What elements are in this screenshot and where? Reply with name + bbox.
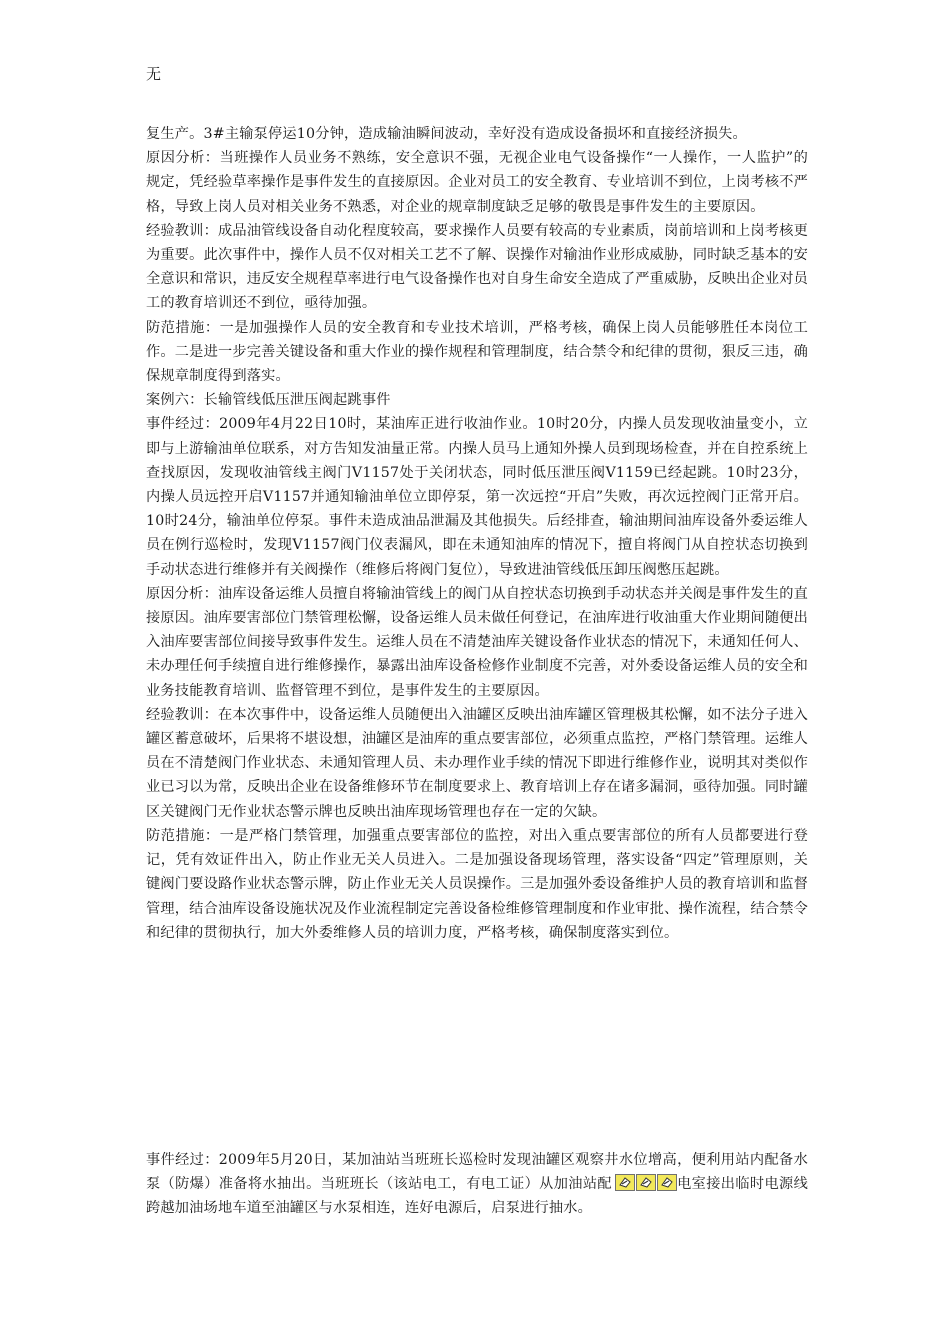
paragraph-event-7	[146, 1148, 808, 1221]
broken-image-group	[614, 1174, 677, 1191]
paragraph-cause-analysis-5: 原因分析：当班操作人员业务不熟练，安全意识不强，无视企业电气设备操作“一人操作，一人监护”的规定，凭经验草率操作是事件发生的直接原因。企业对员工的安全教育、专业培训不到位，上岗考核不严格，导致上岗人员对相关业务不熟悉，对企业的规章制度缺乏足够的敬畏是事件发生的主要原因。	[146, 150, 808, 215]
broken-image-icon	[657, 1174, 677, 1191]
paragraph-lessons-6: 经验教训：在本次事件中，设备运维人员随便出入油罐区反映出油库罐区管理极其松懈，如不法分子进入罐区蓄意破坏，后果将不堪设想，油罐区是油库的重点要害部位，必须重点监控，严格门禁管理。运维人员在不清楚阀门作业状态、未通知管理人员、未办理作业手续的情况下即进行维修作业，说明其对类似作业已习以为常，反映出企业在设备维修环节在制度要求上、教育培训上存在诸多漏洞，亟待加强。同时罐区关键阀门无作业状态警示牌也反映出油库现场管理也存在一定的欠缺。	[146, 706, 808, 820]
event-7-text-end: 电室接出临时电源线跨越加油场地车道至油罐区与水泵相连，连好电源后，启泵进行抽水。	[146, 1176, 808, 1217]
paragraph-event-6: 事件经过：2009年4月22日10时，某油库正进行收油作业。10时20分，内操人员发现收油量变小，立即与上游输油单位联系，对方告知发油量正常。内操人员马上通知外操人员到现场检查，并在自控系统上查找原因，发现收油管线主阀门V1157处于关闭状态，同时低压泄压阀V1159已经起跳。10时23分，内操人员远控开启V1157并通知输油单位立即停泵，第一次远控“开启”失败，再次远控阀门正常开启。10时24分，输油单位停泵。事件未造成油品泄漏及其他损失。后经排查，输油期间油库设备外委运维人员在例行巡检时，发现V1157阀门仪表漏风，即在未通知油库的情况下，擅自将阀门从自控状态切换到手动状态进行维修并有关阀操作（维修后将阀门复位），导致进油管线低压卸压阀憋压起跳。	[146, 416, 808, 578]
document-body	[146, 122, 808, 945]
paragraph-continuation: 复生产。3#主输泵停运10分钟，造成输油瞬间波动，幸好没有造成设备损坏和直接经济损失。	[146, 126, 747, 142]
event-7-text-start: 事件经过：2009年5月20日，某加油站当班班长巡检时发现油罐区观察井水位增高，便利用站内配备水泵（防爆）准备将水抽出。当班班长（该站电工，有电工证）从加油站配	[146, 1152, 808, 1193]
case-6-title: 案例六：长输管线低压泄压阀起跳事件	[146, 392, 391, 409]
paragraph-cause-analysis-6: 原因分析：油库设备运维人员擅自将输油管线上的阀门从自控状态切换到手动状态并关阀是事件发生的直接原因。油库要害部位门禁管理松懈，设备运维人员未做任何登记，在油库进行收油重大作业期间随便出入油库要害部位间接导致事件发生。运维人员在不清楚油库关键设备作业状态的情况下，未通知任何人、未办理任何手续擅自进行维修操作，暴露出油库设备检修作业制度不完善，对外委设备运维人员的安全和业务技能教育培训、监督管理不到位，是事件发生的主要原因。	[146, 585, 808, 699]
broken-image-icon	[615, 1174, 635, 1191]
paragraph-measures-5: 防范措施：一是加强操作人员的安全教育和专业技术培训，严格考核，确保上岗人员能够胜任本岗位工作。二是进一步完善关键设备和重大作业的操作规程和管理制度，结合禁令和纪律的贯彻，狠反三违，确保规章制度得到落实。	[146, 319, 808, 385]
paragraph-lessons-5: 经验教训：成品油管线设备自动化程度较高，要求操作人员要有较高的专业素质，岗前培训和上岗考核更为重要。此次事件中，操作人员不仅对相关工艺不了解、误操作对输油作业形成威胁，同时缺乏基本的安全意识和常识，违反安全规程草率进行电气设备操作也对自身生命安全造成了严重威胁，反映出企业对员工的教育培训还不到位，亟待加强。	[146, 222, 808, 312]
page-header-word: 无	[146, 65, 162, 83]
broken-image-icon	[636, 1174, 656, 1191]
paragraph-measures-6: 防范措施：一是严格门禁管理，加强重点要害部位的监控，对出入重点要害部位的所有人员都要进行登记，凭有效证件出入，防止作业无关人员进入。二是加强设备现场管理，落实设备“四定”管理原则，关键阀门要设路作业状态警示牌，防止作业无关人员误操作。三是加强外委设备维护人员的教育培训和监督管理，结合油库设备设施状况及作业流程制定完善设备检维修管理制度和作业审批、操作流程，结合禁令和纪律的贯彻执行，加大外委维修人员的培训力度，严格考核，确保制度落实到位。	[146, 827, 808, 941]
